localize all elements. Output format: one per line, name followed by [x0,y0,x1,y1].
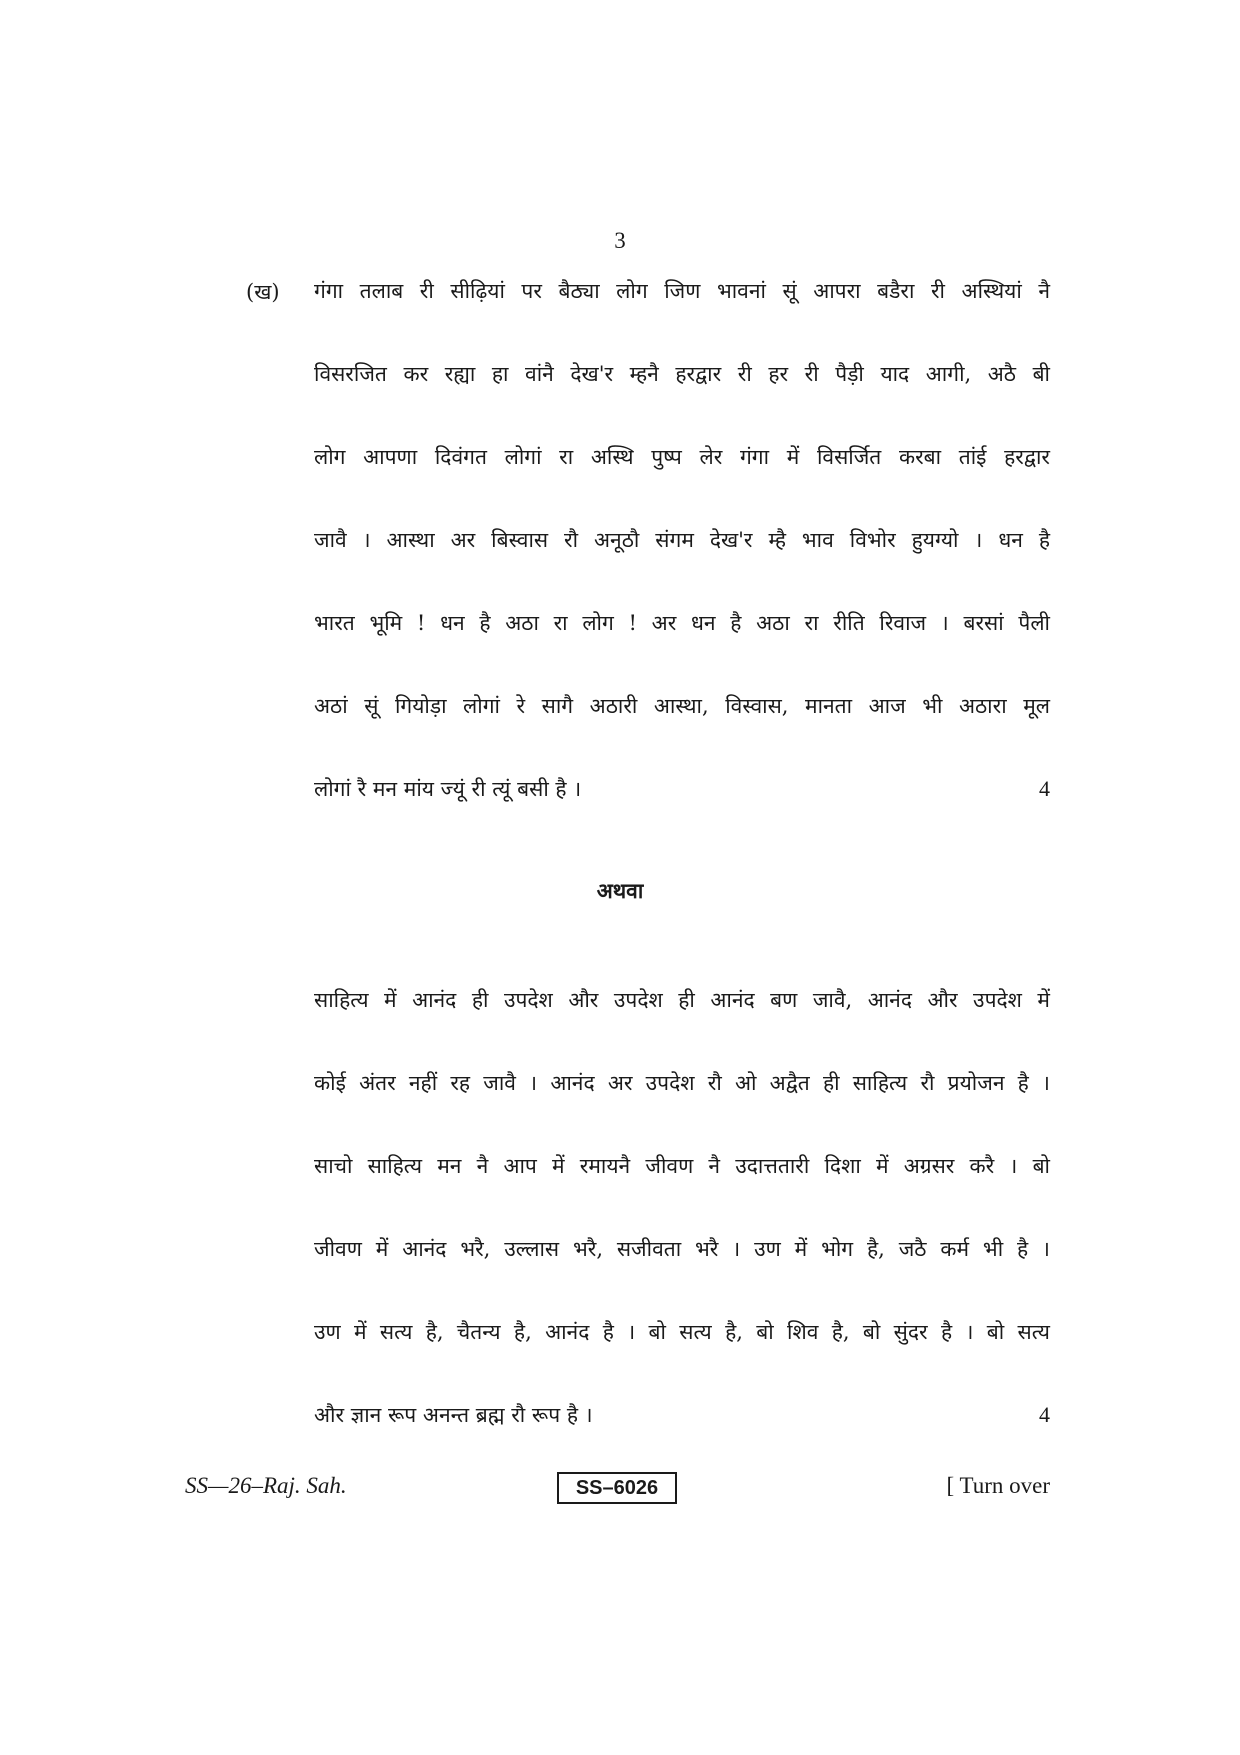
or-heading: अथवा [596,878,644,903]
passage-2-line: साचो साहित्य मन नै आप में रमायनै जीवण नै उदात्ततारी दिशा में अग्रसर करै । बो [314,1154,1050,1178]
passage-1-line: लोग आपणा दिवंगत लोगां रा अस्थि पुष्प लेर गंगा में विसर्जित करबा तांई हरद्वार [314,445,1050,469]
passage-2-line: उण में सत्य है, चैतन्य है, आनंद है । बो सत्य है, बो शिव है, बो सुंदर है । बो सत्य [314,1320,1050,1344]
passage-1-line: विसरजित कर रह्या हा वांनै देख'र म्हनै हरद्वार री हर री पैड़ी याद आगी, अठै बी [314,362,1050,386]
passage-1-line: भारत भूमि ! धन है अठा रा लोग ! अर धन है अठा रा रीति रिवाज । बरसां पैली [314,611,1050,635]
footer-turn-over: [ Turn over [946,1473,1050,1498]
question-label: (ख) [246,280,280,304]
footer-subject-code: SS—26–Raj. Sah. [185,1473,347,1498]
passage-2-marks: 4 [1039,1402,1050,1427]
passage-2-line: कोई अंतर नहीं रह जावै । आनंद अर उपदेश रौ ओ अद्वैत ही साहित्य रौ प्रयोजन है । [314,1071,1050,1095]
passage-2-line: जीवण में आनंद भरै, उल्लास भरै, सजीवता भरै । उण में भोग है, जठै कर्म भी है । [314,1237,1050,1261]
passage-1-line: अठां सूं गियोड़ा लोगां रे सागै अठारी आस्था, विस्वास, मानता आज भी अठारा मूल [314,694,1050,718]
passage-2-line: और ज्ञान रूप अनन्त ब्रह्म रौ रूप है । [314,1403,593,1427]
footer-paper-code-box: SS–6026 [557,1472,677,1504]
passage-1-marks: 4 [1039,776,1050,801]
passage-2-line: साहित्य में आनंद ही उपदेश और उपदेश ही आनंद बण जावै, आनंद और उपदेश में [314,988,1050,1012]
passage-1-line: जावै । आस्था अर बिस्वास रौ अनूठौ संगम देख'र म्है भाव विभोर हुयग्यो । धन है [314,528,1050,552]
page-number: 3 [614,228,626,253]
passage-1-line: लोगां रै मन मांय ज्यूं री त्यूं बसी है । [314,777,582,801]
passage-1-line: गंगा तलाब री सीढ़ियां पर बैठ्या लोग जिण भावनां सूं आपरा बडैरा री अस्थियां नै [314,279,1050,303]
